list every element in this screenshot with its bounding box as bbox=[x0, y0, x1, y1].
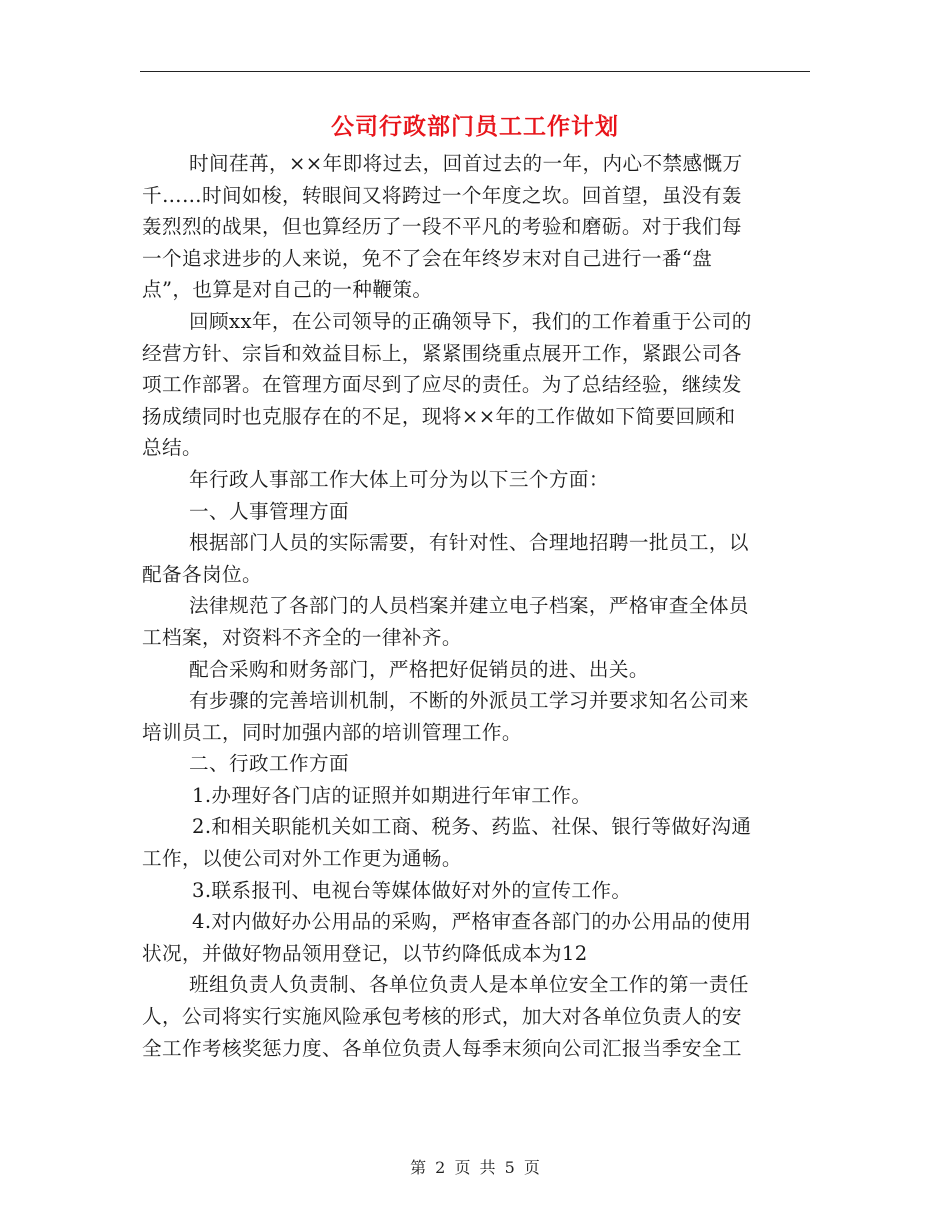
text-line: 项工作部署。在管理方面尽到了应尽的责任。为了总结经验，继续发 bbox=[142, 373, 742, 397]
document-title: 公司行政部门员工工作计划 bbox=[331, 114, 619, 140]
text-line: 班组负责人负责制、各单位负责人是本单位安全工作的第一责任 bbox=[189, 973, 749, 997]
text-line: 1.办理好各门店的证照并如期进行年审工作。 bbox=[192, 783, 592, 807]
text-line: 工档案，对资料不齐全的一律补齐。 bbox=[142, 625, 462, 649]
text-line: 配合采购和财务部门，严格把好促销员的进、出关。 bbox=[189, 657, 649, 681]
text-line: 回顾xx年，在公司领导的正确领导下，我们的工作着重于公司的 bbox=[189, 309, 752, 333]
text-line: 培训员工，同时加强内部的培训管理工作。 bbox=[142, 720, 522, 744]
text-line: 年行政人事部工作大体上可分为以下三个方面： bbox=[189, 467, 609, 491]
text-line: 全工作考核奖惩力度、各单位负责人每季末须向公司汇报当季安全工 bbox=[142, 1036, 742, 1060]
text-line: 4.对内做好办公用品的采购，严格审查各部门的办公用品的使用 bbox=[192, 910, 752, 934]
text-line: 有步骤的完善培训机制，不断的外派员工学习并要求知名公司来 bbox=[189, 689, 749, 713]
text-line: 工作，以使公司对外工作更为通畅。 bbox=[142, 847, 462, 871]
text-line: 点”，也算是对自己的一种鞭策。 bbox=[142, 278, 433, 302]
text-line: 经营方针、宗旨和效益目标上，紧紧围绕重点展开工作，紧跟公司各 bbox=[142, 341, 742, 365]
header-rule bbox=[140, 71, 810, 72]
text-line: 3.联系报刊、电视台等媒体做好对外的宣传工作。 bbox=[192, 878, 632, 902]
document-body bbox=[142, 148, 810, 1064]
text-line: 二、行政工作方面 bbox=[189, 752, 349, 776]
text-line: 状况，并做好物品领用登记，以节约降低成本为12 bbox=[142, 941, 588, 965]
text-line: 配备各岗位。 bbox=[142, 562, 262, 586]
text-line: 法律规范了各部门的人员档案并建立电子档案，严格审查全体员 bbox=[189, 594, 749, 618]
text-line: 根据部门人员的实际需要，有针对性、合理地招聘一批员工，以 bbox=[189, 531, 749, 555]
text-line: 总结。 bbox=[142, 436, 202, 460]
text-line: 千……时间如梭，转眼间又将跨过一个年度之坎。回首望，虽没有轰 bbox=[142, 183, 742, 207]
text-line: 时间荏苒，××年即将过去，回首过去的一年，内心不禁感慨万 bbox=[189, 152, 743, 175]
text-line: 人，公司将实行实施风险承包考核的形式，加大对各单位负责人的安 bbox=[142, 1005, 742, 1029]
text-line: 扬成绩同时也克服存在的不足，现将××年的工作做如下简要回顾和 bbox=[142, 404, 736, 428]
text-line: 一、人事管理方面 bbox=[189, 499, 349, 523]
text-line: 2.和相关职能机关如工商、税务、药监、社保、银行等做好沟通 bbox=[192, 815, 752, 839]
page-footer: 第 2 页 共 5 页 bbox=[410, 1158, 540, 1177]
text-line: 一个追求进步的人来说，免不了会在年终岁末对自己进行一番“盘 bbox=[142, 246, 713, 270]
text-line: 轰烈烈的战果，但也算经历了一段不平凡的考验和磨砺。对于我们每 bbox=[142, 215, 742, 239]
